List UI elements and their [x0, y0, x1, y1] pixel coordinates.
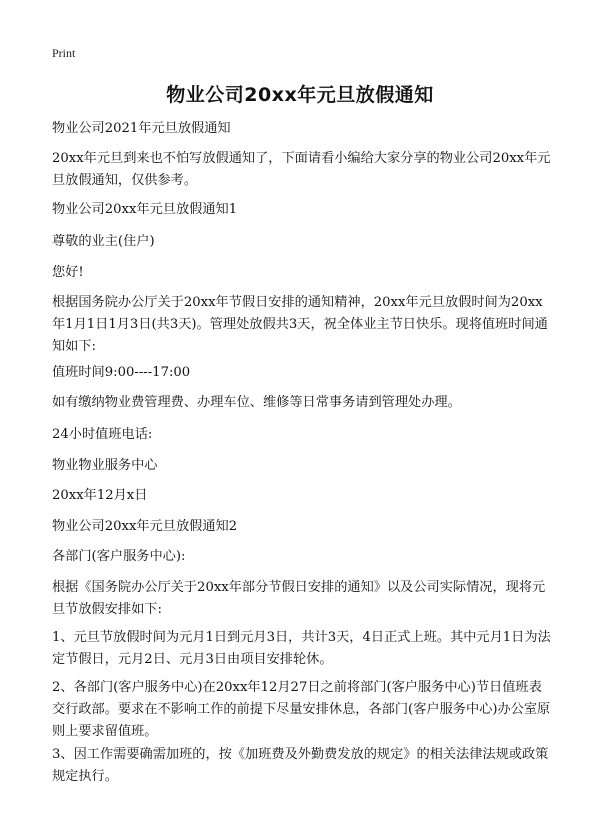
paragraph: 20xx年元旦到来也不怕写放假通知了，下面请看小编给大家分享的物业公司20xx年元旦放假通知，仅供参考。 — [52, 151, 551, 188]
paragraph: 3、因工作需要确需加班的，按《加班费及外勤费发放的规定》的相关法律法规或政策规定执行。 — [52, 747, 549, 784]
paragraph: 物业物业服务中心 — [52, 458, 158, 473]
paragraph: 根据《国务院办公厅关于20xx年部分节假日安排的通知》以及公司实际情况，现将元旦节放假安排如下: — [52, 580, 546, 617]
paragraph: 如有缴纳物业费管理费、办理车位、维修等日常事务请到管理处办理。 — [52, 395, 461, 410]
paragraph: 24小时值班电话: — [52, 427, 153, 442]
paragraph: 物业公司2021年元旦放假通知 — [52, 121, 231, 136]
paragraph: 根据国务院办公厅关于20xx年节假日安排的通知精神，20xx年元旦放假时间为20xx年1月1日1月3日(共3天)。管理处放假共3天，祝全体业主节日快乐。现将值班时间通知如下: — [52, 295, 548, 354]
paragraph: 2、各部门(客户服务中心)在20xx年12月27日之前将部门(客户服务中心)节日值班表交行政部。要求在不影响工作的前提下尽量安排休息，各部门(客户服务中心)办公室原则上要求留值班。 — [52, 680, 551, 739]
paragraph: 您好! — [52, 265, 84, 280]
paragraph: 物业公司20xx年元旦放假通知1 — [52, 202, 238, 217]
print-link[interactable]: Print — [52, 46, 76, 60]
paragraph: 值班时间9:00----17:00 — [52, 365, 191, 380]
paragraph: 尊敬的业主(住户) — [52, 234, 155, 249]
paragraph: 1、元旦节放假时间为元月1日到元月3日，共计3天，4日正式上班。其中元月1日为法定节假日，元月2日、元月3日由项目安排轮休。 — [52, 630, 551, 667]
paragraph: 各部门(客户服务中心): — [52, 549, 186, 564]
paragraph: 20xx年12月x日 — [52, 488, 148, 503]
document-title: 物业公司20xx年元旦放假通知 — [166, 84, 434, 106]
paragraph: 物业公司20xx年元旦放假通知2 — [52, 519, 238, 534]
